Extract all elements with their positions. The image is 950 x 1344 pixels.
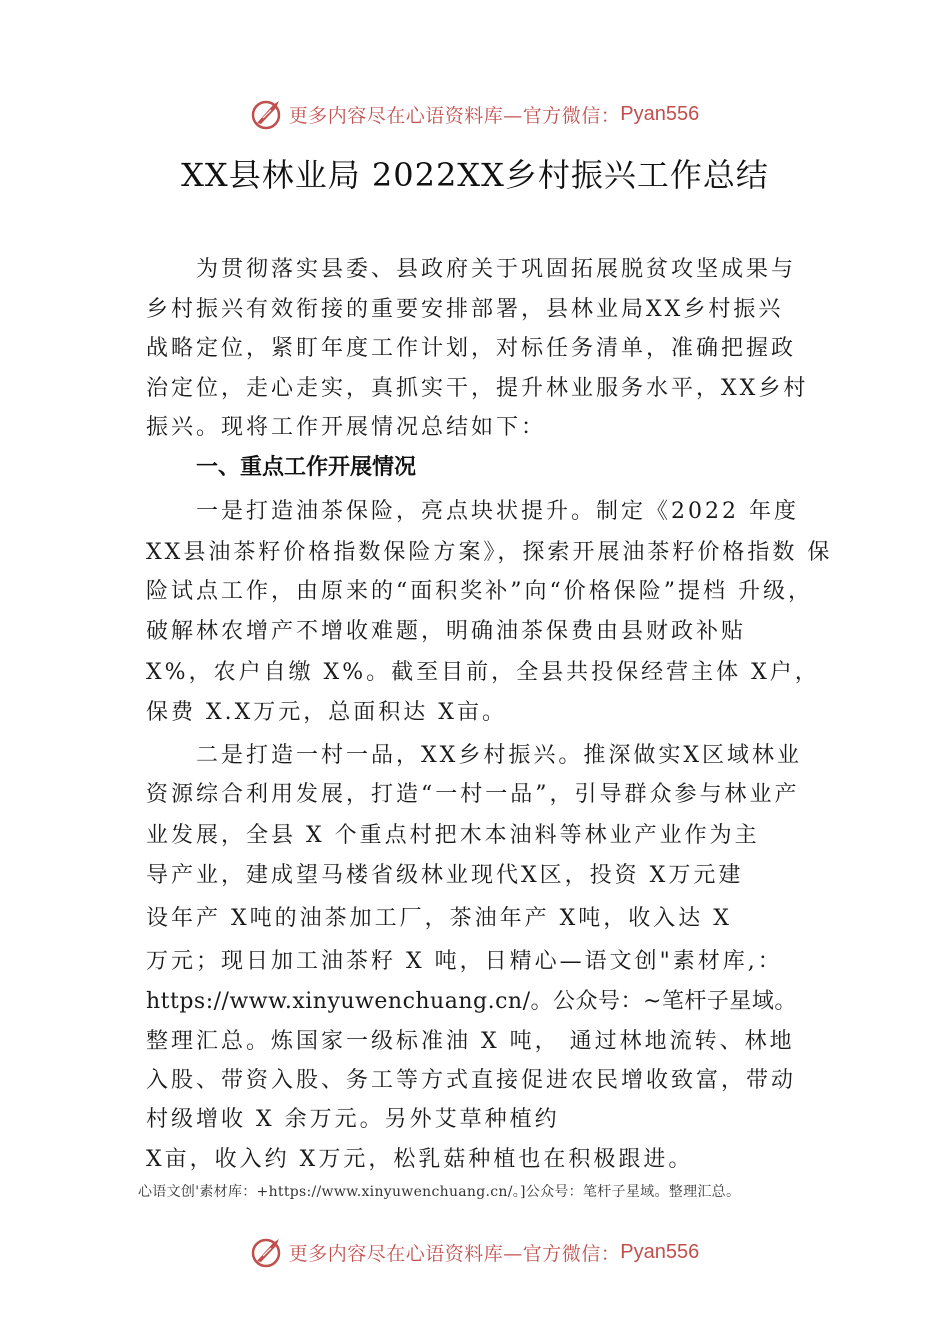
document-title: XX县林业局 2022XX乡村振兴工作总结 [181, 156, 769, 194]
intro-line: 为贯彻落实县委、县政府关于巩固拓展脱贫攻坚成果与 [196, 257, 797, 282]
intro-line: 振兴。现将工作开展情况总结如下： [146, 415, 547, 440]
para2-line: 村级增收 X 余万元。另外艾草种植约 [146, 1107, 560, 1132]
watermark-text: 更多内容尽在心语资料库—官方微信： [288, 1242, 621, 1265]
para2-line: 导产业，建成望马楼省级林业现代X区，投资 X万元建 [146, 863, 744, 888]
quill-logo-icon [251, 97, 285, 131]
para2-line: 万元；现日加工油茶籽 X 吨，日精心—语文创"素材库,： [146, 949, 783, 974]
para2-line: 入股、带资入股、务工等方式直接促进农民增收致富，带动 [146, 1068, 797, 1093]
watermark-wechat-id: Pyan556 [620, 102, 700, 125]
para2-line: https://www.xinyuwenchuang.cn/。公众号：~笔杆子星域。 [146, 989, 797, 1014]
watermark-banner-top [0, 94, 950, 134]
para1-line: XX县油茶籽价格指数保险方案》，探索开展油茶籽价格指数 保 [146, 540, 833, 565]
para1-line: 破解林农增产不增收难题，明确油茶保费由县财政补贴 [146, 619, 747, 644]
para2-line: 二是打造一村一品，XX乡村振兴。推深做实X区域林业 [196, 743, 802, 768]
para2-line: 业发展，全县 X 个重点村把木本油料等林业产业作为主 [146, 823, 760, 848]
para2-line: 整理汇总。炼国家一级标准油 X 吨， 通过林地流转、林地 [146, 1029, 795, 1054]
watermark-text: 更多内容尽在心语资料库—官方微信： [288, 104, 621, 127]
intro-line: 乡村振兴有效衔接的重要安排部署，县林业局XX乡村振兴 [146, 297, 784, 322]
para2-line: X亩，收入约 X万元，松乳菇种植也在积极跟进。 [146, 1147, 694, 1172]
quill-logo-icon [251, 1235, 285, 1269]
para1-line: 险试点工作，由原来的“面积奖补”向“价格保险”提档 升级， [146, 579, 813, 604]
para2-line: 资源综合利用发展，打造“一村一品”，引导群众参与林业产 [146, 782, 800, 807]
watermark-wechat-id: Pyan556 [620, 1240, 700, 1263]
section-heading: 一、重点工作开展情况 [196, 455, 417, 480]
para1-line: 保费 X.X万元，总面积达 X亩。 [146, 700, 507, 725]
para1-line: X%，农户自缴 X%。截至目前，全县共投保经营主体 X户， [146, 660, 820, 685]
para2-line: 设年产 X吨的油茶加工厂，茶油年产 X吨，收入达 X [146, 906, 732, 931]
para1-line: 一是打造油茶保险，亮点块状提升。制定《2022 年度 [196, 499, 799, 524]
intro-line: 治定位，走心走实，真抓实干，提升林业服务水平，XX乡村 [146, 376, 809, 401]
watermark-banner-bottom [0, 1232, 950, 1272]
footer-note: 心语文创'素材库：+https://www.xinyuwenchuang.cn/。]公众号：笔杆子星域。整理汇总。 [138, 1184, 741, 1200]
intro-line: 战略定位，紧盯年度工作计划，对标任务清单，准确把握政 [146, 336, 797, 361]
